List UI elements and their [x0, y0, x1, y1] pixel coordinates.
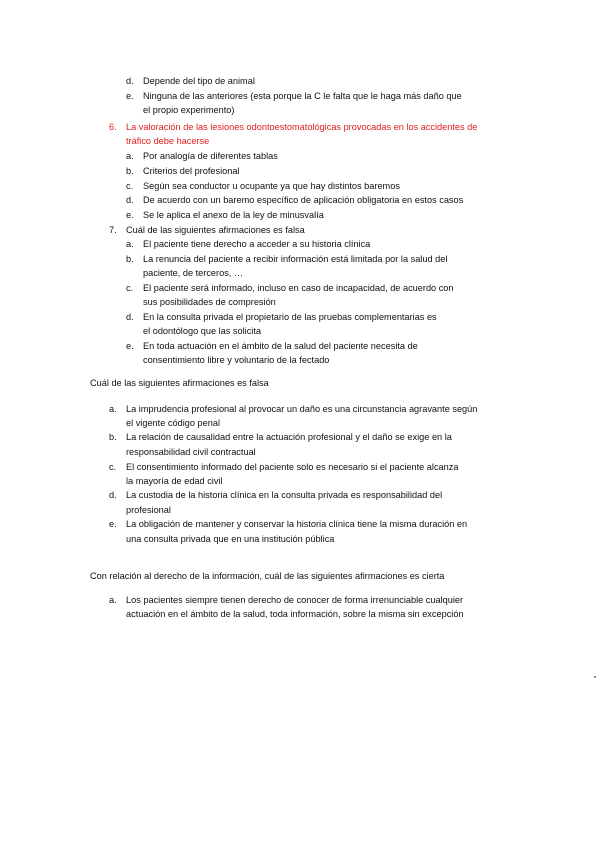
option-text: responsabilidad civil contractual	[126, 447, 256, 457]
option-text: Se le aplica el anexo de la ley de minusvalía	[143, 210, 324, 220]
question-number: 6.	[109, 122, 117, 132]
option-text: Depende del tipo de animal	[143, 76, 255, 86]
option-text: Criterios del profesional	[143, 166, 240, 176]
option-text: la mayoría de edad civil	[126, 476, 223, 486]
option-marker: e.	[109, 519, 117, 529]
option-text: una consulta privada que en una institución pública	[126, 534, 335, 544]
option-marker: b.	[126, 166, 134, 176]
option-marker: b.	[126, 254, 134, 264]
option-marker: d.	[126, 76, 134, 86]
option-text: La relación de causalidad entre la actuación profesional y el daño se exige en la	[126, 432, 452, 442]
option-text: el vigente código penal	[126, 418, 220, 428]
question-text: Cuál de las siguientes afirmaciones es falsa	[90, 378, 269, 388]
option-text: Los pacientes siempre tienen derecho de conocer de forma irrenunciable cualquier	[126, 595, 464, 605]
option-marker: a.	[109, 595, 117, 605]
option-marker: c.	[109, 462, 117, 472]
option-text: La imprudencia profesional al provocar un daño es una circunstancia agravante según	[126, 404, 478, 414]
option-marker: a.	[109, 404, 117, 414]
option-marker: e.	[126, 341, 134, 351]
option-text: el odontólogo que las solicita	[143, 326, 261, 336]
question-text: Con relación al derecho de la información, cuál de las siguientes afirmaciones es cierta	[90, 571, 445, 581]
option-marker: c.	[126, 181, 134, 191]
question-number: 7.	[109, 225, 117, 235]
option-marker: d.	[126, 195, 134, 205]
option-text: La obligación de mantener y conservar la historia clínica tiene la misma duración en	[126, 519, 468, 529]
option-text: profesional	[126, 505, 171, 515]
option-text: actuación en el ámbito de la salud, toda información, sobre la misma sin excepción	[126, 609, 464, 619]
option-text: De acuerdo con un baremo específico de aplicación obligatoria en estos casos	[143, 195, 464, 205]
option-text: sus posibilidades de compresión	[143, 297, 276, 307]
page-edge-mark	[594, 676, 596, 678]
option-marker: e.	[126, 210, 134, 220]
option-text: Según sea conductor u ocupante ya que hay distintos baremos	[143, 181, 400, 191]
option-marker: d.	[109, 490, 117, 500]
option-text: La renuncia del paciente a recibir información está limitada por la salud del	[143, 254, 448, 264]
option-marker: a.	[126, 239, 134, 249]
option-marker: a.	[126, 151, 134, 161]
option-marker: b.	[109, 432, 117, 442]
option-marker: e.	[126, 91, 134, 101]
option-text: El consentimiento informado del paciente solo es necesario si el paciente alcanza	[126, 462, 459, 472]
option-marker: c.	[126, 283, 134, 293]
option-text: consentimiento libre y voluntario de la fectado	[143, 355, 330, 365]
question-text: Cuál de las siguientes afirmaciones es falsa	[126, 225, 305, 235]
option-text: En la consulta privada el propietario de las pruebas complementarias es	[143, 312, 437, 322]
option-text: El paciente tiene derecho a acceder a su historia clínica	[143, 239, 371, 249]
option-text: Ninguna de las anteriores (esta porque la C le falta que le haga más daño que	[143, 91, 462, 101]
option-text: Por analogía de diferentes tablas	[143, 151, 278, 161]
option-text: el propio experimento)	[143, 105, 235, 115]
option-text: paciente, de terceros, …	[143, 268, 244, 278]
option-marker: d.	[126, 312, 134, 322]
option-text: La custodia de la historia clínica en la consulta privada es responsabilidad del	[126, 490, 443, 500]
option-text: El paciente será informado, incluso en caso de incapacidad, de acuerdo con	[143, 283, 454, 293]
question-text: tráfico debe hacerse	[126, 136, 210, 146]
question-text: La valoración de las lesiones odontoestomatológicas provocadas en los accidentes de	[126, 122, 478, 132]
option-text: En toda actuación en el ámbito de la salud del paciente necesita de	[143, 341, 418, 351]
